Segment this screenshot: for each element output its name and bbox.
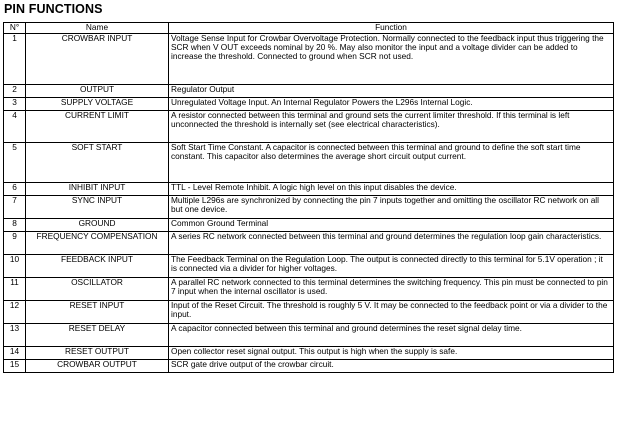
pin-name: OSCILLATOR: [26, 278, 169, 301]
pin-name: SOFT START: [26, 143, 169, 183]
pin-number: 7: [4, 196, 26, 219]
pin-number: 10: [4, 255, 26, 278]
column-header-function: Function: [169, 23, 614, 34]
table-row: [4, 85, 614, 98]
table-row: [4, 255, 614, 278]
pin-function: Common Ground Terminal: [169, 219, 614, 232]
table-row: [4, 34, 614, 85]
table-row: [4, 232, 614, 255]
pin-name: FEEDBACK INPUT: [26, 255, 169, 278]
pin-number: 5: [4, 143, 26, 183]
pin-function: A resistor connected between this terminal and ground sets the current limiter threshold. If this terminal is left unconnected the threshold is internally set (see electrical characteristics).: [169, 111, 614, 143]
pin-name: CROWBAR INPUT: [26, 34, 169, 85]
pin-number: 15: [4, 360, 26, 373]
pin-number: 9: [4, 232, 26, 255]
pin-function: Multiple L296s are synchronized by connecting the pin 7 inputs together and omitting the oscillator RC network on all but one device.: [169, 196, 614, 219]
pin-number: 8: [4, 219, 26, 232]
pin-function: Input of the Reset Circuit. The threshold is roughly 5 V. It may be connected to the feedback point or via a divider to the input.: [169, 301, 614, 324]
pin-name: FREQUENCY COMPENSATION: [26, 232, 169, 255]
pin-function: Soft Start Time Constant. A capacitor is connected between this terminal and ground to define the soft start time constant. This capacitor also determines the average short circuit output current.: [169, 143, 614, 183]
pin-number: 11: [4, 278, 26, 301]
table-row: [4, 347, 614, 360]
table-row: [4, 98, 614, 111]
table-row: [4, 278, 614, 301]
pin-name: OUTPUT: [26, 85, 169, 98]
pin-function: A parallel RC network connected to this terminal determines the switching frequency. This pin must be connected to pin 7 input when the internal oscillator is used.: [169, 278, 614, 301]
pin-number: 1: [4, 34, 26, 85]
pin-number: 13: [4, 324, 26, 347]
pin-function: TTL - Level Remote Inhibit. A logic high level on this input disables the device.: [169, 183, 614, 196]
table-row: [4, 196, 614, 219]
pin-name: RESET OUTPUT: [26, 347, 169, 360]
table-row: [4, 324, 614, 347]
pin-name: CROWBAR OUTPUT: [26, 360, 169, 373]
pin-function: A capacitor connected between this terminal and ground determines the reset signal delay time.: [169, 324, 614, 347]
pin-function: A series RC network connected between this terminal and ground determines the regulation loop gain characteristics.: [169, 232, 614, 255]
pin-name: RESET INPUT: [26, 301, 169, 324]
pin-name: SYNC INPUT: [26, 196, 169, 219]
pin-function: The Feedback Terminal on the Regulation Loop. The output is connected directly to this terminal for 5.1V operation ; it is connected via a divider for higher voltages.: [169, 255, 614, 278]
table-row: [4, 143, 614, 183]
table-row: [4, 183, 614, 196]
pin-name: SUPPLY VOLTAGE: [26, 98, 169, 111]
column-header-number: N°: [4, 23, 26, 34]
table-row: [4, 360, 614, 373]
table-row: [4, 219, 614, 232]
pin-name: GROUND: [26, 219, 169, 232]
pin-function: SCR gate drive output of the crowbar circuit.: [169, 360, 614, 373]
pin-function: Voltage Sense Input for Crowbar Overvoltage Protection. Normally connected to the feedback input thus triggering the SCR when V OUT exceeds nominal by 20 %. May also monitor the input and a voltage divider can be added to increase the threshold. Connected to ground when SCR not used.: [169, 34, 614, 85]
table-row: [4, 301, 614, 324]
pin-function: Unregulated Voltage Input. An Internal Regulator Powers the L296s Internal Logic.: [169, 98, 614, 111]
pin-name: RESET DELAY: [26, 324, 169, 347]
pin-function: Regulator Output: [169, 85, 614, 98]
pin-number: 6: [4, 183, 26, 196]
pin-number: 2: [4, 85, 26, 98]
pin-number: 14: [4, 347, 26, 360]
pin-number: 12: [4, 301, 26, 324]
column-header-name: Name: [26, 23, 169, 34]
pin-name: INHIBIT INPUT: [26, 183, 169, 196]
pin-number: 3: [4, 98, 26, 111]
table-header-row: [4, 23, 614, 34]
pin-number: 4: [4, 111, 26, 143]
pin-function: Open collector reset signal output. This output is high when the supply is safe.: [169, 347, 614, 360]
table-row: [4, 111, 614, 143]
page-title: PIN FUNCTIONS: [4, 2, 103, 16]
pin-name: CURRENT LIMIT: [26, 111, 169, 143]
pin-functions-table: [3, 22, 614, 373]
